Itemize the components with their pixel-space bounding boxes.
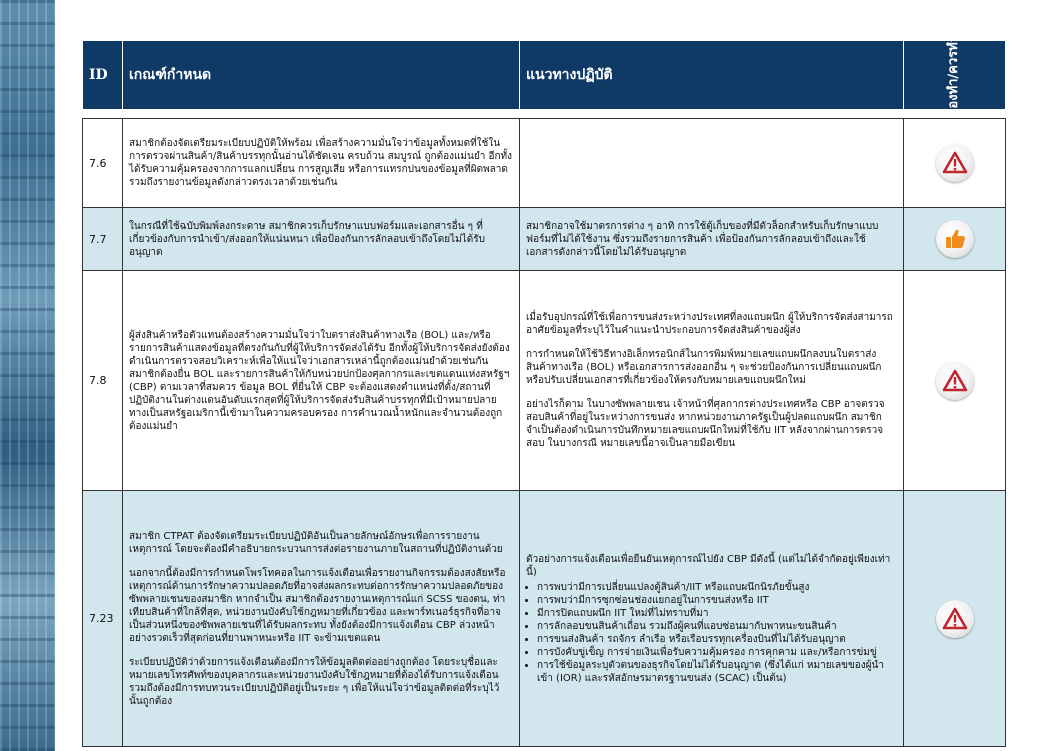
list-item: • การใช้ข้อมูลระบุตัวตนของธุรกิจโดยไม่ได้รับอนุญาต (ซึ่งได้แก่ หมายเลขของผู้นำเข้า (IOR) และรหัสอักษรมาตรฐานขนส่ง (SCAC) เป็นต้น) bbox=[537, 659, 897, 685]
criteria-text: นอกจากนี้ต้องมีการกำหนดโพรโทคอลในการแจ้งเตือนเพื่อรายงานกิจกรรมต้องสงสัยหรือเหตุการณ์ด้านการรักษาความปลอดภัยที่อาจส่งผลกระทบต่อการรักษาความปลอดภัยของซัพพลายเชนของสมาชิก หากจำเป็น สมาชิกต้องรายงานเหตุการณ์แก่ SCSS ของตน, ท่าเทียบสินค้าที่ใกล้ที่สุด, หน่วยงานบังคับใช้กฎหมายที่เกี่ยวข้อง และพาร์ทเนอร์ธุรกิจที่อาจเป็นส่วนหนึ่งของซัพพลายเชนที่ได้รับผลกระทบ ทั้งยังต้องมีการแจ้งเตือน CBP ล่วงหน้าอย่างรวดเร็วที่สุดก่อนที่ยานพาหนะหรือ IIT จะข้ามเขตแดน bbox=[129, 567, 506, 644]
table-header bbox=[82, 34, 1006, 118]
criteria-text: สมาชิก CTPAT ต้องจัดเตรียมระเบียบปฏิบัติอันเป็นลายลักษณ์อักษรเพื่อการรายงานเหตุการณ์ โดยจะต้องมีคำอธิบายกระบวนการส่งต่อรายงานภายในสถานที่ปฏิบัติงานด้วย bbox=[129, 530, 503, 555]
row-indicator bbox=[904, 208, 1006, 271]
list-item: • การขนส่งสินค้า รถจักร ลำเรือ หรือเรือบรรทุกเครื่องบินที่ไม่ได้รับอนุญาต bbox=[537, 633, 897, 646]
warning-icon bbox=[936, 362, 974, 400]
table-row bbox=[83, 208, 1006, 271]
row-criteria bbox=[123, 208, 520, 271]
row-guidance bbox=[520, 271, 904, 491]
criteria-text: ระเบียบปฏิบัติว่าด้วยการแจ้งเตือนต้องมีการให้ข้อมูลติดต่ออย่างถูกต้อง โดยระบุชื่อและหมายเลขโทรศัพท์ของบุคลากรและหน่วยงานบังคับใช้กฎหมายที่ต้องได้รับการแจ้งเตือน รวมถึงต้องมีการทบทวนระเบียบปฏิบัติอยู่เป็นระยะ ๆ เพื่อให้แน่ใจว่าข้อมูลติดต่อที่ระบุไว้นั้นถูกต้อง bbox=[129, 656, 500, 707]
row-criteria bbox=[123, 271, 520, 491]
row-indicator bbox=[904, 491, 1006, 747]
guidance-intro: ตัวอย่างการแจ้งเตือนเพื่อยืนยันเหตุการณ์ไปยัง CBP มีดังนี้ (แต่ไม่ได้จำกัดอยู่เพียงเท่านี้) bbox=[526, 553, 891, 578]
guidance-bullet-list bbox=[526, 581, 897, 685]
row-criteria bbox=[123, 119, 520, 208]
criteria-text: ผู้ส่งสินค้าหรือตัวแทนต้องสร้างความมั่นใจว่าใบตราส่งสินค้าทางเรือ (BOL) และ/หรือรายการสินค้าแสดงข้อมูลที่ตรงกันกับที่ผู้ให้บริการจัดส่งได้รับ อีกทั้งผู้ให้บริการจัดส่งยังต้องดำเนินการตรวจสอบวิเคราะห์เพื่อให้แน่ใจว่าเอกสารเหล่านี้ถูกต้องแม่นยำด้วยเช่นกัน สมาชิกต้องยื่น BOL และรายการสินค้าให้กับหน่วยปกป้องศุลกากรและเขตแดนแห่งสหรัฐฯ (CBP) ตามเวลาที่สมควร ข้อมูล BOL ที่ยื่นให้ CBP จะต้องแสดงตำแหน่งที่ตั้ง/สถานที่ปฏิบัติงานในต่างแดนอันดับแรกสุดที่ผู้ให้บริการจัดส่งรับสินค้าบรรทุกที่มีเป้าหมายปลายทางเป็นสหรัฐอเมริกานี้เข้ามาในความครอบครอง การคำนวณน้ำหนักและจำนวนต้องถูกต้องแม่นยำ bbox=[129, 329, 510, 432]
row-guidance bbox=[520, 208, 904, 271]
guidance-text: อย่างไรก็ตาม ในบางซัพพลายเชน เจ้าหน้าที่ศุลกากรต่างประเทศหรือ CBP อาจตรวจสอบสินค้าที่อยู่ในระหว่างการขนส่ง หากหน่วยงานภาครัฐเป็นผู้ปลดแถบผนึก สมาชิกจำเป็นต้องดำเนินการบันทึกหมายเลขแถบผนึกใหม่ที่ใช้กับ IIT หลังจากผ่านการตรวจสอบ ในบางกรณี หมายเลขนี้อาจเป็นลายมือเขียน bbox=[526, 399, 885, 449]
decorative-container-image bbox=[0, 0, 55, 751]
criteria-text: สมาชิกต้องจัดเตรียมระเบียบปฏิบัติให้พร้อม เพื่อสร้างความมั่นใจว่าข้อมูลทั้งหมดที่ใช้ในการตรวจผ่านสินค้า/สินค้าบรรทุกนั้นอ่านได้ชัดเจน ครบถ้วน สมบูรณ์ ถูกต้องแม่นยำ อีกทั้งได้รับความคุ้มครองจากการแลกเปลี่ยน การสูญเสีย หรือการแทรกปนของข้อมูลที่ผิดพลาด รวมถึงรายงานข้อมูลดังกล่าวตรงเวลาด้วยเช่นกัน bbox=[129, 138, 513, 188]
list-item: • มีการปิดแถบผนึก IIT ใหม่ที่ไม่ทราบที่มา bbox=[537, 607, 897, 620]
row-id: 7.23 bbox=[83, 491, 123, 747]
table-row bbox=[83, 491, 1006, 747]
row-id: 7.6 bbox=[83, 119, 123, 208]
warning-icon bbox=[936, 144, 974, 182]
table-row bbox=[83, 271, 1006, 491]
list-item: • การพบว่ามีการเปลี่ยนแปลงตู้สินค้า/IIT หรือแถบผนึกนิรภัยขั้นสูง bbox=[537, 581, 897, 594]
list-item: • การลักลอบขนสินค้าเถื่อน รวมถึงผู้คนที่แอบซ่อนมากับพาหนะขนสินค้า bbox=[537, 620, 897, 633]
row-indicator bbox=[904, 119, 1006, 208]
guidance-text: สมาชิกอาจใช้มาตรการต่าง ๆ อาทิ การใช้ตู้เก็บของที่มีตัวล็อกสำหรับเก็บรักษาแบบฟอร์มที่ไม่ได้ใช้งาน ซึ่งรวมถึงรายการสินค้า เพื่อป้องกันการลักลอบเข้าถึงและใช้เอกสารดังกล่าวนี้โดยไม่ได้รับอนุญาต bbox=[526, 220, 879, 258]
requirements-table bbox=[82, 118, 1006, 747]
list-item: • การบังคับขู่เข็ญ การจ่ายเงินเพื่อรับความคุ้มครอง การคุกคาม และ/หรือการข่มขู่ bbox=[537, 646, 897, 659]
header-id: ID bbox=[83, 41, 123, 110]
guidance-text: เมื่อรับอุปกรณ์ที่ใช้เพื่อการขนส่งระหว่างประเทศที่ลงแถบผนึก ผู้ให้บริการจัดส่งสามารถอาศัยข้อมูลที่ระบุไว้ในคำแนะนำประกอบการจัดส่งสินค้าของผู้ส่ง bbox=[526, 312, 893, 336]
criteria-text: ในกรณีที่ใช้ฉบับพิมพ์ลงกระดาษ สมาชิกควรเก็บรักษาแบบฟอร์มและเอกสารอื่น ๆ ที่เกี่ยวข้องกับการนำเข้า/ส่งออกให้แน่นหนา เพื่อป้องกันการลักลอบเข้าถึงโดยไม่ได้รับอนุญาต bbox=[129, 220, 485, 258]
table-row bbox=[83, 119, 1006, 208]
row-indicator bbox=[904, 271, 1006, 491]
row-id: 7.8 bbox=[83, 271, 123, 491]
row-guidance bbox=[520, 491, 904, 747]
header-guidance: แนวทางปฏิบัติ bbox=[520, 41, 904, 110]
row-criteria bbox=[123, 491, 520, 747]
warning-icon bbox=[936, 600, 974, 638]
row-id: 7.7 bbox=[83, 208, 123, 271]
header-criteria: เกณฑ์กำหนด bbox=[123, 41, 520, 110]
list-item: • การพบว่ามีการซุกซ่อนช่องแยกอยู่ในการขนส่งหรือ IIT bbox=[537, 594, 897, 607]
header-indicator-cell bbox=[904, 34, 1006, 118]
guidance-text: การกำหนดให้ใช้วิธีทางอิเล็กทรอนิกส์ในการพิมพ์หมายเลขแถบผนึกลงบนใบตราส่งสินค้าทางเรือ (BOL) หรือเอกสารการส่งออกอื่น ๆ จะช่วยป้องกันการเปลี่ยนแถบผนึก หรือปรับเปลี่ยนเอกสารที่เกี่ยวข้องให้ตรงกับหมายเลขแถบผนึกใหม่ bbox=[526, 349, 882, 386]
header-indicator: ต้องทำ/ควรทำ bbox=[946, 34, 962, 118]
thumbs-up-icon bbox=[936, 220, 974, 258]
row-guidance bbox=[520, 119, 904, 208]
